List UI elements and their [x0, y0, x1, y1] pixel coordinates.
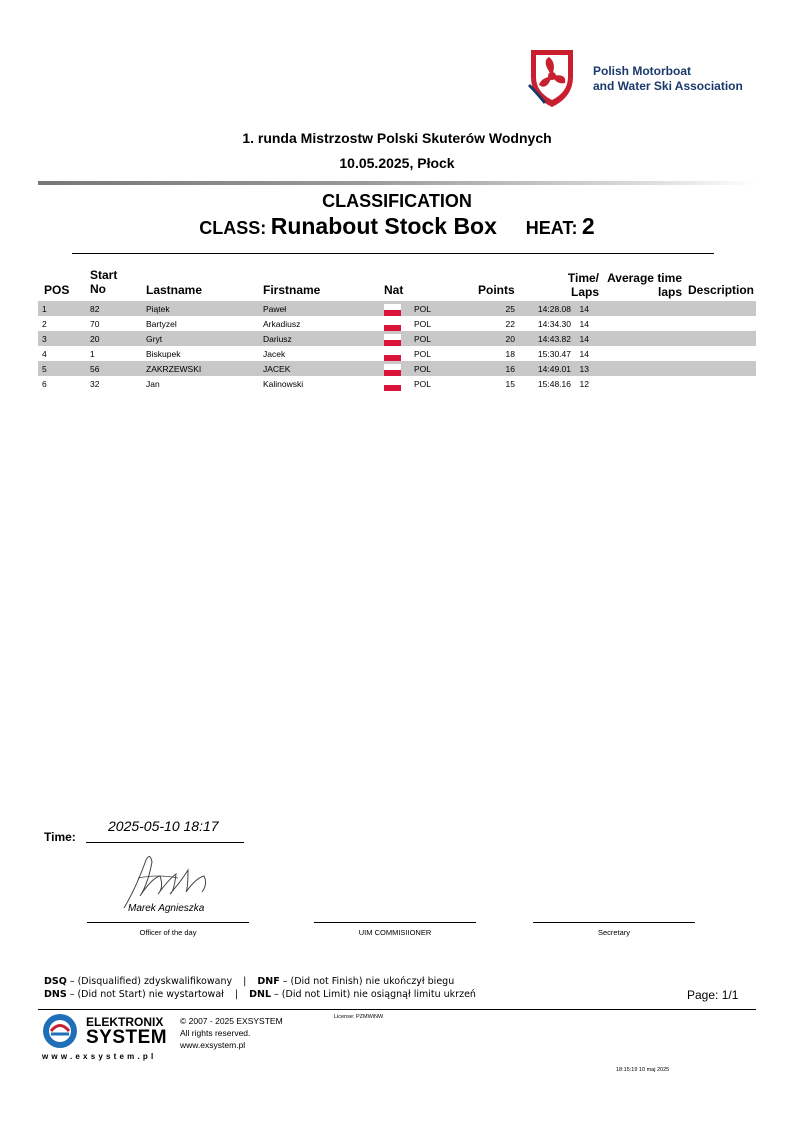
legend-line1	[44, 976, 454, 987]
header-time-line1: Time/	[567, 271, 599, 285]
header-firstname: Firstname	[263, 283, 321, 297]
cell-pos: 4	[42, 348, 47, 359]
cell-laps: 14	[571, 301, 589, 316]
classification-title: CLASSIFICATION	[322, 191, 472, 211]
cell-lastname: ZAKRZEWSKI	[146, 361, 263, 376]
cell-laps: 13	[571, 361, 589, 376]
cell-pos: 2	[42, 318, 47, 329]
legend-dnf-code: DNF	[257, 976, 280, 987]
cell-start-no: 20	[90, 331, 146, 346]
heat-label: HEAT:	[525, 218, 578, 238]
legend-dns-code: DNS	[44, 989, 67, 1000]
cell-pos: 1	[38, 301, 90, 316]
cell-start-no: 56	[90, 361, 146, 376]
cell-laps: 14	[571, 331, 589, 346]
cell-lastname: Biskupek	[146, 348, 181, 359]
cell-firstname: Dariusz	[263, 331, 384, 346]
table-row	[38, 316, 756, 331]
event-date-place: 10.05.2025, Płock	[339, 155, 455, 171]
cell-firstname: Paweł	[263, 301, 384, 316]
table-row	[38, 346, 756, 361]
secretary-signature-line	[533, 922, 695, 923]
cell-points: 15	[505, 378, 515, 389]
propeller-shield-icon	[527, 47, 577, 109]
cell-time: 14:49.01	[515, 361, 571, 376]
cell-time: 15:48.16	[537, 378, 571, 389]
poland-flag-icon	[384, 349, 401, 361]
cell-average-time	[589, 301, 756, 316]
rights-text: All rights reserved.	[180, 1028, 251, 1038]
cell-start-no: 70	[90, 318, 100, 329]
table-row	[38, 376, 756, 391]
time-value: 2025-05-10 18:17	[108, 818, 219, 834]
legend-separator: |	[243, 976, 247, 987]
association-name-line2: and Water Ski Association	[593, 79, 743, 93]
header-avg-line1: Average time	[607, 271, 682, 285]
cell-points: 20	[474, 331, 515, 346]
cell-flag	[384, 316, 414, 331]
header-avg-line2: laps	[657, 285, 682, 299]
exsystem-globe-icon	[41, 1012, 79, 1050]
footer-divider	[38, 1009, 756, 1010]
website-text: www.exsystem.pl	[180, 1040, 246, 1050]
poland-flag-icon	[384, 319, 401, 331]
cell-firstname: Jacek	[263, 348, 286, 359]
header-nat: Nat	[384, 283, 404, 297]
secretary-label: Secretary	[597, 928, 631, 937]
brand-line2: SYSTEM	[86, 1027, 168, 1048]
cell-average-time	[589, 331, 756, 346]
cell-lastname: Jan	[146, 378, 160, 389]
officer-label: Officer of the day	[139, 928, 197, 937]
header-lastname: Lastname	[146, 283, 203, 297]
legend-dnf-text: – (Did not Finish) nie ukończył biegu	[279, 976, 455, 987]
class-label: CLASS:	[199, 218, 267, 238]
time-label: Time:	[44, 830, 76, 844]
exsystem-logo	[41, 1012, 79, 1055]
cell-nat: POL	[414, 318, 432, 329]
cell-nat: POL	[414, 331, 474, 346]
poland-flag-icon	[384, 379, 401, 391]
results-table	[38, 301, 756, 391]
legend-dsq-text: – (Disqualified) zdyskwalifikowany	[66, 976, 233, 987]
cell-lastname: Bartyzel	[146, 318, 177, 329]
header-divider	[38, 181, 758, 185]
association-name	[593, 64, 743, 94]
table-row	[38, 361, 756, 376]
association-name-line1: Polish Motorboat	[593, 64, 691, 78]
brand-line1: ELEKTRONIX	[86, 1015, 164, 1029]
cell-flag	[384, 301, 414, 316]
cell-laps: 12	[579, 378, 589, 389]
license-text: License: PZMWiNW	[334, 1014, 384, 1020]
poland-flag-icon	[384, 334, 401, 346]
cell-start-no: 32	[90, 378, 100, 389]
cell-time: 14:34.30	[537, 318, 571, 329]
legend-dsq-code: DSQ	[44, 976, 67, 987]
legend-dns-text: – (Did not Start) nie wystartował	[66, 989, 224, 1000]
poland-flag-icon	[384, 304, 401, 316]
cell-lastname: Piątek	[146, 301, 263, 316]
cell-average-time	[589, 316, 756, 331]
commissioner-label: UIM COMMISIIONER	[358, 928, 432, 937]
cell-average-time	[589, 346, 756, 361]
officer-signature-line	[87, 922, 249, 923]
header-pos: POS	[44, 283, 70, 297]
cell-points: 25	[474, 301, 515, 316]
cell-start-no: 82	[90, 301, 146, 316]
cell-average-time	[589, 361, 756, 376]
header-start-line2: No	[90, 282, 106, 296]
cell-flag	[384, 331, 414, 346]
print-timestamp: 18:15:19 10 maj 2025	[616, 1067, 670, 1073]
cell-laps: 14	[579, 318, 589, 329]
legend-line2	[44, 989, 476, 1000]
cell-points: 22	[505, 318, 515, 329]
time-underline	[86, 842, 244, 843]
legend-separator: |	[234, 989, 239, 1000]
copyright-block	[180, 1015, 283, 1051]
cell-average-time	[589, 376, 756, 391]
cell-points: 16	[474, 361, 515, 376]
cell-points: 18	[505, 348, 515, 359]
commissioner-signature-line	[314, 922, 476, 923]
header-start-no	[90, 268, 117, 296]
website-banner: www.exsystem.pl	[42, 1052, 157, 1061]
cell-laps: 14	[579, 348, 589, 359]
cell-pos: 6	[42, 378, 47, 389]
table-row	[38, 331, 756, 346]
cell-firstname: Kalinowski	[263, 378, 304, 389]
cell-nat: POL	[414, 378, 432, 389]
header-time-laps	[540, 271, 599, 299]
header-points: Points	[478, 283, 515, 297]
cell-nat: POL	[414, 301, 474, 316]
cell-flag	[384, 361, 414, 376]
cell-time: 14:28.08	[515, 301, 571, 316]
officer-name: Marek Agnieszka	[128, 903, 205, 914]
page-number: Page: 1/1	[687, 988, 739, 1002]
cell-nat: POL	[414, 348, 432, 359]
cell-lastname: Gryt	[146, 331, 263, 346]
cell-firstname: Arkadiusz	[263, 318, 301, 329]
class-value: Runabout Stock Box	[270, 213, 497, 239]
class-heat-line	[0, 213, 794, 240]
cell-start-no: 1	[90, 348, 95, 359]
copyright-text: © 2007 - 2025 EXSYSTEM	[180, 1016, 283, 1026]
table-row	[38, 301, 756, 316]
association-logo	[527, 47, 577, 109]
heat-value: 2	[581, 213, 595, 239]
cell-flag	[384, 376, 414, 391]
results-body	[38, 301, 756, 391]
cell-time: 14:43.82	[515, 331, 571, 346]
cell-time: 15:30.47	[537, 348, 571, 359]
cell-flag	[384, 346, 414, 361]
cell-nat: POL	[414, 361, 474, 376]
poland-flag-icon	[384, 364, 401, 376]
cell-firstname: JACEK	[263, 361, 384, 376]
cell-pos: 3	[38, 331, 90, 346]
title-divider	[72, 253, 714, 254]
exsystem-brand	[86, 1015, 168, 1048]
header-time-line2: Laps	[570, 285, 599, 299]
cell-pos: 5	[38, 361, 90, 376]
header-start-line1: Start	[90, 268, 118, 282]
header-average-time	[602, 271, 682, 299]
legend-dnl-code: DNL	[249, 989, 272, 1000]
header-description: Description	[688, 283, 755, 297]
legend-dnl-text: – (Did not Limit) nie osiągnął limitu ukrzeń	[271, 989, 476, 1000]
event-title: 1. runda Mistrzostw Polski Skuterów Wodnych	[242, 130, 552, 146]
